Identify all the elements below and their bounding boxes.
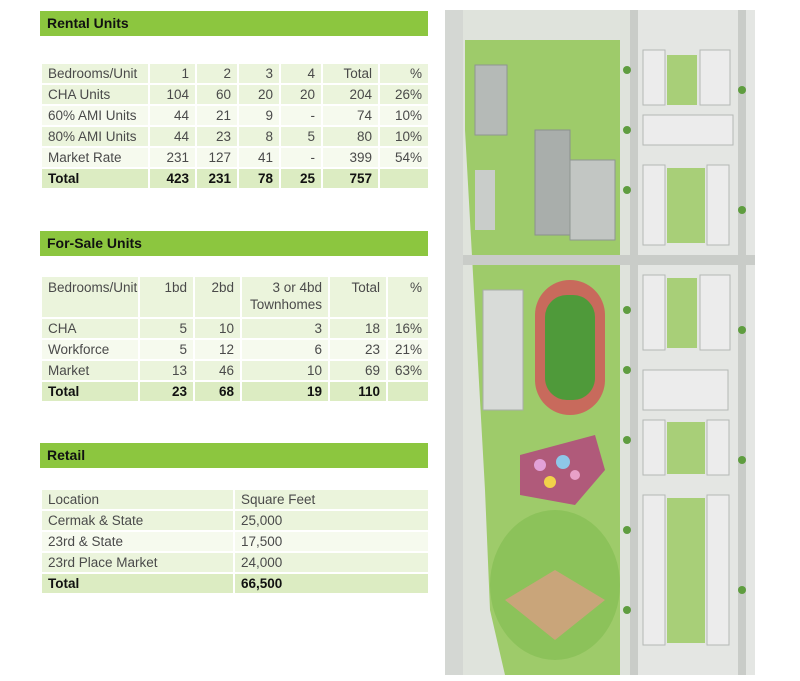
column-header: Square Feet	[234, 489, 429, 510]
row-label: Total	[41, 168, 149, 189]
column-header: Bedrooms/Unit	[41, 63, 149, 84]
tree	[738, 586, 746, 594]
cell: 110	[329, 381, 387, 402]
cell: 13	[139, 360, 194, 381]
cell: 20	[238, 84, 280, 105]
street	[630, 10, 638, 675]
residential-building	[707, 165, 729, 245]
cell: 204	[322, 84, 379, 105]
row-label: 23rd & State	[41, 531, 234, 552]
cell: 23	[196, 126, 238, 147]
cell: 26%	[379, 84, 429, 105]
cell: 6	[241, 339, 329, 360]
cell: 8	[238, 126, 280, 147]
residential-building	[643, 115, 733, 145]
cell	[387, 381, 429, 402]
cell: 423	[149, 168, 196, 189]
cell: 24,000	[234, 552, 429, 573]
cell	[379, 168, 429, 189]
cell: 12	[194, 339, 241, 360]
table-row	[41, 360, 429, 381]
cell: 10	[241, 360, 329, 381]
row-label: 60% AMI Units	[41, 105, 149, 126]
cell: 63%	[387, 360, 429, 381]
cell: 21%	[387, 339, 429, 360]
column-header: 2	[196, 63, 238, 84]
retail-table	[40, 488, 430, 595]
row-label: CHA Units	[41, 84, 149, 105]
residential-building	[700, 50, 730, 105]
courtyard	[667, 498, 705, 643]
column-header: 3 or 4bd Townhomes	[241, 276, 329, 318]
cell: 5	[280, 126, 322, 147]
table-row	[41, 531, 429, 552]
cell: 757	[322, 168, 379, 189]
garden-feature	[534, 459, 546, 471]
cell: 399	[322, 147, 379, 168]
tree	[738, 86, 746, 94]
column-header: 1	[149, 63, 196, 84]
cell: 21	[196, 105, 238, 126]
cell: 69	[329, 360, 387, 381]
building	[475, 65, 507, 135]
table-row	[41, 339, 429, 360]
tree	[623, 186, 631, 194]
cell: 231	[149, 147, 196, 168]
column-header: Bedrooms/Unit	[41, 276, 139, 318]
row-label: Total	[41, 573, 234, 594]
table-row	[41, 147, 429, 168]
football-field	[545, 295, 595, 400]
cell: 231	[196, 168, 238, 189]
column-header: 3	[238, 63, 280, 84]
column-header: %	[387, 276, 429, 318]
cell: -	[280, 105, 322, 126]
cell: 10%	[379, 105, 429, 126]
tree	[738, 206, 746, 214]
table-row	[41, 105, 429, 126]
courtyard	[667, 168, 705, 243]
cell: -	[280, 147, 322, 168]
cell: 3	[241, 318, 329, 339]
tree	[623, 306, 631, 314]
cell: 68	[194, 381, 241, 402]
row-label: Market Rate	[41, 147, 149, 168]
courtyard	[667, 278, 697, 348]
cell: 5	[139, 318, 194, 339]
total-row	[41, 381, 429, 402]
tree	[623, 606, 631, 614]
street	[445, 10, 463, 675]
street	[445, 255, 755, 265]
column-header: %	[379, 63, 429, 84]
table-header-row	[41, 489, 429, 510]
row-label: Cermak & State	[41, 510, 234, 531]
garden-feature	[556, 455, 570, 469]
column-header: Total	[329, 276, 387, 318]
column-header: 2bd	[194, 276, 241, 318]
residential-building	[707, 420, 729, 475]
table-header-row	[41, 63, 429, 84]
tree	[738, 326, 746, 334]
cell: 80	[322, 126, 379, 147]
bleachers	[483, 290, 523, 410]
residential-building	[643, 50, 665, 105]
residential-building	[643, 165, 665, 245]
cell: 44	[149, 126, 196, 147]
residential-building	[643, 370, 728, 410]
cell: 23	[139, 381, 194, 402]
courtyard	[667, 55, 697, 105]
street	[738, 10, 746, 675]
tree	[738, 456, 746, 464]
residential-building	[707, 495, 729, 645]
cell: 25,000	[234, 510, 429, 531]
garden-feature	[544, 476, 556, 488]
tree	[623, 436, 631, 444]
residential-building	[643, 495, 665, 645]
cell: 74	[322, 105, 379, 126]
tree	[623, 366, 631, 374]
column-header: 1bd	[139, 276, 194, 318]
column-header: 4	[280, 63, 322, 84]
table-row	[41, 552, 429, 573]
cell: 17,500	[234, 531, 429, 552]
column-header: Total	[322, 63, 379, 84]
cell: 10%	[379, 126, 429, 147]
table-row	[41, 510, 429, 531]
tree	[623, 526, 631, 534]
rental-units-table	[40, 62, 430, 190]
row-label: Workforce	[41, 339, 139, 360]
table-row	[41, 126, 429, 147]
table-header-row	[41, 276, 429, 318]
for-sale-units-table	[40, 275, 430, 403]
total-row	[41, 168, 429, 189]
cell: 5	[139, 339, 194, 360]
rental-units-header: Rental Units	[40, 11, 428, 36]
tree	[623, 66, 631, 74]
row-label: CHA	[41, 318, 139, 339]
residential-building	[643, 420, 665, 475]
retail-header: Retail	[40, 443, 428, 468]
column-header: Location	[41, 489, 234, 510]
cell: 23	[329, 339, 387, 360]
residential-building	[700, 275, 730, 350]
parking	[570, 160, 615, 240]
row-label: 80% AMI Units	[41, 126, 149, 147]
cell: 19	[241, 381, 329, 402]
cell: 20	[280, 84, 322, 105]
row-label: Market	[41, 360, 139, 381]
tree	[623, 126, 631, 134]
table-row	[41, 318, 429, 339]
building	[535, 130, 570, 235]
cell: 10	[194, 318, 241, 339]
cell: 66,500	[234, 573, 429, 594]
cell: 44	[149, 105, 196, 126]
row-label: 23rd Place Market	[41, 552, 234, 573]
cell: 78	[238, 168, 280, 189]
cell: 60	[196, 84, 238, 105]
cell: 16%	[387, 318, 429, 339]
cell: 9	[238, 105, 280, 126]
cell: 54%	[379, 147, 429, 168]
row-label: Total	[41, 381, 139, 402]
residential-building	[643, 275, 665, 350]
cell: 18	[329, 318, 387, 339]
cell: 46	[194, 360, 241, 381]
cell: 104	[149, 84, 196, 105]
site-plan-map	[445, 10, 755, 675]
total-row	[41, 573, 429, 594]
courtyard	[667, 422, 705, 474]
cell: 25	[280, 168, 322, 189]
cell: 41	[238, 147, 280, 168]
parking	[475, 170, 495, 230]
for-sale-units-header: For-Sale Units	[40, 231, 428, 256]
garden-feature	[570, 470, 580, 480]
table-row	[41, 84, 429, 105]
cell: 127	[196, 147, 238, 168]
